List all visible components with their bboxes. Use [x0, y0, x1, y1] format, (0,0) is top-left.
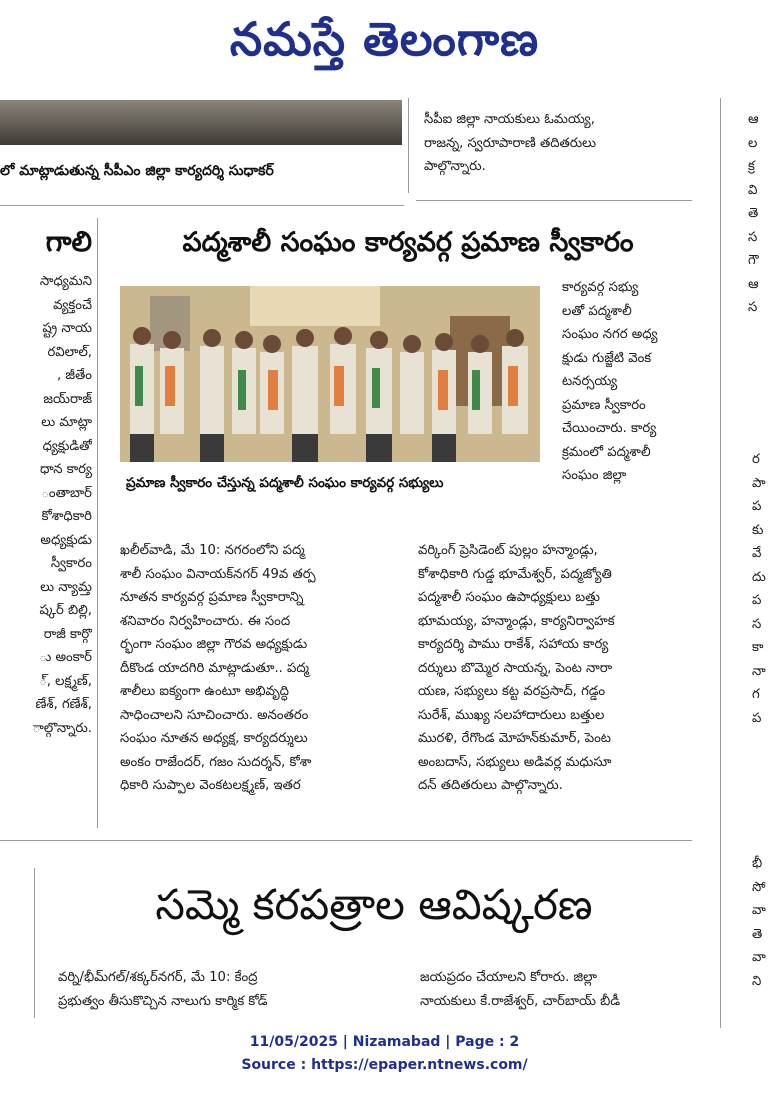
text-line: గౌ [748, 253, 759, 268]
text-line: దు [752, 569, 766, 585]
top-left-photo [0, 100, 402, 145]
text-line: ఖలీల్‌వాడి, మే 10: నగరంలోని పద్మ [120, 543, 305, 558]
text-line: సో [752, 879, 766, 895]
text-line: ప [752, 499, 762, 514]
text-line: సంఘం నూతన అధ్యక్ష, కార్యదర్శులు [120, 731, 308, 746]
text-line: క్ర [748, 159, 755, 174]
text-line: సంఘం నగర అధ్య [562, 327, 658, 342]
text-line: స [748, 300, 758, 315]
text-line: వర్ని/భీమ్‌గల్/శక్కర్‌నగర్, మే 10: కేంద్ర [58, 970, 258, 985]
text-line: దీకొండ యాదగిరి మాట్లాడుతూ.. పద్మ [120, 660, 310, 676]
text-line: సాధ్యమని [39, 274, 92, 289]
text-line: సాధించాలని సూచించారు. అనంతరం [120, 707, 309, 723]
text-line: రవిలాల్, [47, 344, 92, 360]
text-line: వా [752, 950, 766, 965]
text-line: పాల్గొన్నారు. [424, 159, 486, 174]
text-line: సురేశ్, ముఖ్య సలహాదారులు బత్తుల [418, 707, 605, 723]
text-line: ర్భంగా సంఘం జిల్లా గౌరవ అధ్యక్షుడు [120, 637, 308, 652]
right-strip-bottom [752, 852, 769, 993]
text-line: లు మాట్లా [41, 415, 92, 430]
section-rule [0, 840, 692, 841]
text-line: రాజీ కార్గొ [43, 626, 92, 642]
text-line: ల [748, 135, 758, 151]
photo-caption: ప్రమాణ స్వీకారం చేస్తున్న పద్మశాలీ సంఘం కార్యవర్గ సభ్యులు [126, 475, 444, 491]
text-line: వా [752, 903, 766, 918]
left-headline: గాలి [45, 225, 92, 258]
top-mid-text [424, 108, 699, 179]
text-line: స [752, 616, 762, 632]
text-line: రాజన్న, స్వరూపారాణి తదితరులు [424, 135, 597, 151]
text-line: వర్కింగ్ ప్రెసిడెంట్ పుల్లం హన్మాండ్లు, [418, 543, 598, 558]
text-line: ఆ [748, 112, 759, 127]
text-line: జయప్రదం చేయాలని కోరారు. జిల్లా [420, 970, 597, 985]
column-rule [97, 218, 98, 828]
text-line: ని [752, 973, 762, 989]
text-line: యణ, సభ్యులు కట్ట వరప్రసాద్, గడ్డం [418, 684, 606, 699]
text-line: కోశాధికారి [41, 509, 92, 524]
top-left-caption: లో మాట్లాడుతున్న సీపీఎం జిల్లా కార్యదర్శి సుధాకర్ [0, 163, 274, 179]
text-line: కార్యవర్గ సభ్యు [562, 280, 639, 295]
masthead-title: నమస్తే తెలంగాణ [229, 12, 540, 66]
bottom-body-col2 [420, 966, 700, 1013]
bottom-body-col1 [58, 966, 398, 1013]
text-line: ర [752, 452, 760, 467]
text-line: ధ్యక్షుడితో [42, 438, 92, 454]
text-line: ధాన కార్య [39, 462, 92, 477]
text-line: ణేశ్, గణేశ్, [35, 697, 92, 712]
left-column-text [0, 270, 92, 740]
text-line: అంబదాస్, సభ్యులు అడివర్ల మధుసూ [418, 754, 612, 770]
text-line: దర్శులు బొమ్మెర సాయన్న, పెంట నారా [418, 660, 613, 676]
text-line: ష్కర్ బిల్లి, [39, 603, 92, 618]
text-line: స్వీకారం [50, 556, 92, 571]
text-line: ు అంకార్ [39, 650, 92, 665]
text-line: ష్ట్ర నాయ [42, 321, 92, 336]
group-photo-illustration [120, 286, 540, 462]
footer-date-line: 11/05/2025 | Nizamabad | Page : 2 [249, 1034, 520, 1050]
text-line: నూతన కార్యవర్గ ప్రమాణ స్వీకారాన్ని [120, 590, 304, 605]
text-line: ప [752, 593, 762, 608]
text-line: లు న్యామ్త [40, 579, 92, 595]
text-line: క్రమంలో పద్మశాలీ [562, 444, 651, 460]
text-line: , జీతేం [57, 368, 92, 383]
text-line: భీ [752, 856, 763, 871]
text-line: దన్ తదితరులు పాల్గొన్నారు. [418, 778, 563, 793]
right-strip-top [748, 108, 769, 320]
text-line: చేయించారు. కార్య [562, 421, 657, 436]
text-line: జయ్‌రాజ్ [43, 391, 92, 407]
footer-source-line: Source : https://epaper.ntnews.com/ [241, 1057, 528, 1073]
text-line: అంకం రాజేందర్, గజం సుదర్శన్, కోశా [120, 754, 312, 770]
text-line: ఆ [748, 276, 759, 292]
text-line: ంతాబార్ [41, 485, 92, 501]
text-line: టనర్సయ్య [562, 374, 618, 389]
text-line: స [748, 229, 758, 245]
text-line: క్షుడు గుజ్జేటి వెంక [562, 350, 652, 366]
text-line: లతో పద్మశాలీ [562, 303, 632, 319]
text-line: అధ్యక్షుడు [40, 532, 92, 548]
column-rule [408, 98, 409, 193]
main-body-col1 [120, 539, 402, 798]
text-line: నా [752, 663, 766, 679]
text-line: ప్రమాణ స్వీకారం [562, 397, 646, 413]
text-line: కు [752, 522, 764, 538]
photo-side-text [562, 276, 698, 488]
text-line: ప [752, 710, 762, 726]
text-line: భూమయ్య, హన్మాండ్లు, కార్యనిర్వాహక [418, 613, 615, 629]
group-photo [120, 286, 540, 462]
text-line: ్, లక్ష్మణ్, [39, 673, 92, 689]
text-line: వే [752, 546, 762, 561]
text-line: తె [748, 206, 759, 221]
text-line: శాలీలు ఐక్యంగా ఉంటూ అభివృద్ధి [120, 684, 289, 699]
text-line: వి [748, 182, 758, 198]
text-line: సీపీఐ జిల్లా నాయకులు ఓమయ్య, [424, 112, 595, 127]
text-line: కా [752, 640, 764, 655]
section-rule [416, 200, 692, 201]
text-line: వ్యక్తంచే [53, 297, 92, 313]
section-rule [0, 205, 404, 206]
text-line: కోశాధికారి గుడ్డ భూమేశ్వర్, పద్మజ్యోతి [418, 566, 612, 582]
text-line: శాలీ సంఘం వినాయక్‌నగర్ 49వ తర్ప [120, 566, 316, 582]
text-line: తె [752, 926, 763, 942]
column-rule [720, 98, 721, 1028]
text-line: పా [752, 475, 766, 491]
text-line: ాల్గొన్నారు. [32, 720, 92, 736]
text-line: గ [752, 687, 760, 702]
main-body-col2 [418, 539, 700, 798]
text-line: ధికారి సుప్పాల వెంకటలక్ష్మణ్, ఇతర [120, 778, 301, 793]
right-strip-mid [752, 448, 769, 730]
bottom-headline: సమ్మె కరపత్రాల ఆవిష్కరణ [155, 880, 593, 929]
text-line: ప్రభుత్వం తీసుకొచ్చిన నాలుగు కార్మిక కోడ్ [58, 993, 268, 1009]
column-rule [34, 868, 35, 1018]
text-line: పద్మశాలీ సంఘం ఉపాధ్యక్షులు బత్తు [418, 590, 600, 605]
text-line: సంఘం జిల్లా [562, 468, 627, 483]
text-line: మురళి, రేగొండ మోహన్‌కుమార్, పెంట [418, 731, 611, 746]
text-line: శనివారం నిర్వహించారు. ఈ సంద [120, 613, 291, 629]
text-line: నాయకులు కే.రాజేశ్వర్, చార్‌బాయ్ బీడీ [420, 993, 621, 1009]
main-headline: పద్మశాలీ సంఘం కార్యవర్గ ప్రమాణ స్వీకారం [182, 227, 634, 258]
text-line: కార్యదర్శి పాము రాకేశ్, సహాయ కార్య [418, 637, 609, 652]
